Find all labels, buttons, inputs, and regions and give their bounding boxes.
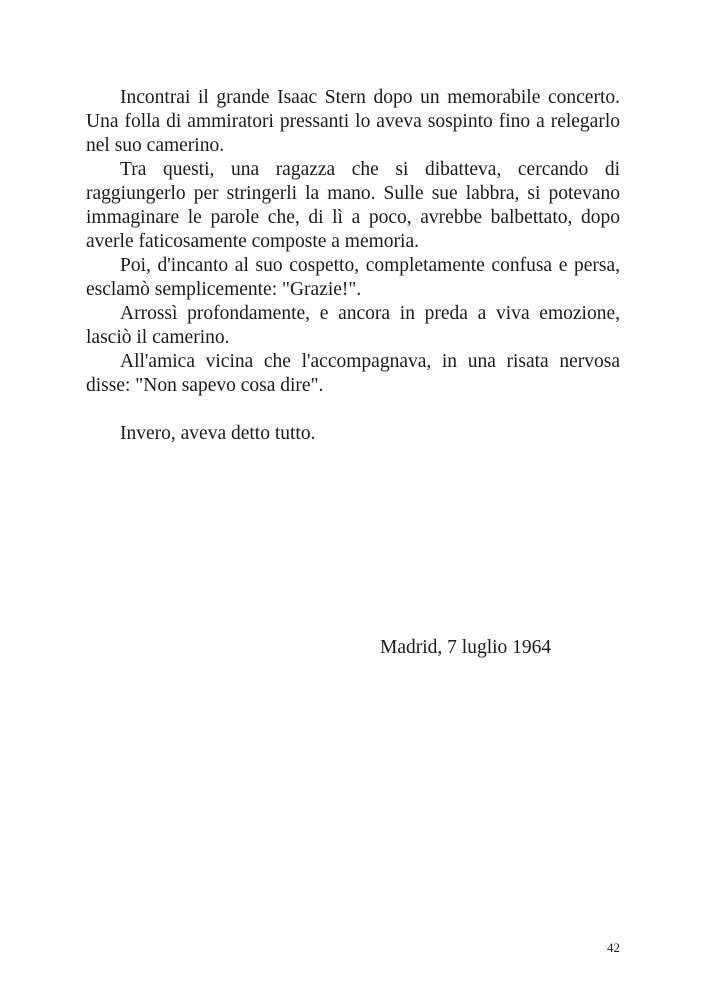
paragraph: Poi, d'incanto al suo cospetto, completamente confusa e persa, esclamò semplicemente: "Grazie!". (86, 255, 620, 300)
paragraph: Arrossì profondamente, e ancora in preda a viva emozione, lasciò il camerino. (86, 303, 620, 348)
paragraph: Incontrai il grande Isaac Stern dopo un memorabile concerto. Una folla di ammiratori pressanti lo aveva sospinto fino a relegarlo nel suo camerino. (86, 87, 620, 156)
closing-line: Invero, aveva detto tutto. (120, 423, 316, 444)
body-text (86, 86, 620, 446)
paragraph: Tra questi, una ragazza che si dibatteva, cercando di raggiungerlo per stringerli la mano. Sulle sue labbra, si potevano immaginare le parole che, di lì a poco, avrebbe balbettato, dopo averle faticosamente composte a memoria. (86, 159, 620, 252)
blank-line (86, 398, 620, 422)
page-number: 42 (607, 940, 620, 955)
place-date-signature: Madrid, 7 luglio 1964 (380, 637, 552, 658)
paragraph: All'amica vicina che l'accompagnava, in una risata nervosa disse: "Non sapevo cosa dire". (86, 351, 620, 396)
